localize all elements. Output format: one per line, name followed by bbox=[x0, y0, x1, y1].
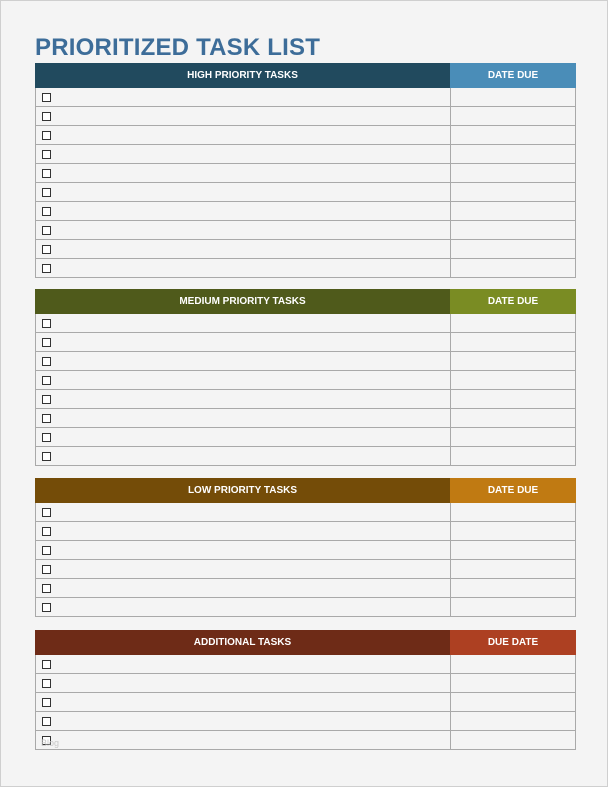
medium-priority-table bbox=[35, 289, 576, 466]
date-column-header: DATE DUE bbox=[450, 63, 576, 88]
table-row bbox=[36, 221, 575, 240]
date-column-header: DATE DUE bbox=[450, 289, 576, 314]
task-cell[interactable] bbox=[36, 164, 451, 182]
task-cell[interactable] bbox=[36, 560, 451, 578]
table-row bbox=[36, 183, 575, 202]
table-row bbox=[36, 107, 575, 126]
table-body bbox=[35, 503, 576, 617]
table-row bbox=[36, 674, 575, 693]
date-cell[interactable] bbox=[451, 503, 575, 521]
checkbox-icon[interactable] bbox=[42, 603, 51, 612]
date-cell[interactable] bbox=[451, 107, 575, 125]
date-cell[interactable] bbox=[451, 164, 575, 182]
task-cell[interactable] bbox=[36, 712, 451, 730]
checkbox-icon[interactable] bbox=[42, 395, 51, 404]
date-cell[interactable] bbox=[451, 693, 575, 711]
checkbox-icon[interactable] bbox=[42, 226, 51, 235]
task-cell[interactable] bbox=[36, 352, 451, 370]
checkbox-icon[interactable] bbox=[42, 414, 51, 423]
table-row bbox=[36, 541, 575, 560]
date-cell[interactable] bbox=[451, 674, 575, 692]
table-row bbox=[36, 579, 575, 598]
task-cell[interactable] bbox=[36, 655, 451, 673]
table-row bbox=[36, 259, 575, 278]
date-cell[interactable] bbox=[451, 560, 575, 578]
table-row bbox=[36, 522, 575, 541]
task-cell[interactable] bbox=[36, 693, 451, 711]
date-cell[interactable] bbox=[451, 522, 575, 540]
checkbox-icon[interactable] bbox=[42, 660, 51, 669]
date-cell[interactable] bbox=[451, 221, 575, 239]
checkbox-icon[interactable] bbox=[42, 376, 51, 385]
watermark: Blog bbox=[41, 738, 60, 748]
task-column-header: HIGH PRIORITY TASKS bbox=[35, 63, 450, 88]
task-cell[interactable] bbox=[36, 183, 451, 201]
table-row bbox=[36, 693, 575, 712]
table-row bbox=[36, 428, 575, 447]
date-cell[interactable] bbox=[451, 352, 575, 370]
checkbox-icon[interactable] bbox=[42, 546, 51, 555]
table-row bbox=[36, 655, 575, 674]
table-row bbox=[36, 314, 575, 333]
date-cell[interactable] bbox=[451, 428, 575, 446]
task-cell[interactable] bbox=[36, 314, 451, 332]
table-row bbox=[36, 409, 575, 428]
table-row bbox=[36, 88, 575, 107]
table-row bbox=[36, 352, 575, 371]
task-cell[interactable] bbox=[36, 579, 451, 597]
date-cell[interactable] bbox=[451, 731, 575, 749]
table-row bbox=[36, 598, 575, 617]
checkbox-icon[interactable] bbox=[42, 452, 51, 461]
date-cell[interactable] bbox=[451, 579, 575, 597]
date-cell[interactable] bbox=[451, 390, 575, 408]
table-row bbox=[36, 126, 575, 145]
task-cell[interactable] bbox=[36, 522, 451, 540]
table-body bbox=[35, 314, 576, 466]
date-cell[interactable] bbox=[451, 541, 575, 559]
table-row bbox=[36, 390, 575, 409]
checkbox-icon[interactable] bbox=[42, 527, 51, 536]
date-cell[interactable] bbox=[451, 240, 575, 258]
checkbox-icon[interactable] bbox=[42, 188, 51, 197]
table-header bbox=[35, 63, 576, 88]
task-cell[interactable] bbox=[36, 202, 451, 220]
task-column-header: MEDIUM PRIORITY TASKS bbox=[35, 289, 450, 314]
date-cell[interactable] bbox=[451, 145, 575, 163]
checkbox-icon[interactable] bbox=[42, 131, 51, 140]
task-cell[interactable] bbox=[36, 409, 451, 427]
date-cell[interactable] bbox=[451, 88, 575, 106]
date-column-header: DUE DATE bbox=[450, 630, 576, 655]
checkbox-icon[interactable] bbox=[42, 112, 51, 121]
task-cell[interactable] bbox=[36, 428, 451, 446]
task-cell[interactable] bbox=[36, 674, 451, 692]
table-header bbox=[35, 630, 576, 655]
checkbox-icon[interactable] bbox=[42, 338, 51, 347]
date-cell[interactable] bbox=[451, 447, 575, 465]
table-row bbox=[36, 164, 575, 183]
date-cell[interactable] bbox=[451, 202, 575, 220]
table-body bbox=[35, 655, 576, 750]
table-row bbox=[36, 240, 575, 259]
checkbox-icon[interactable] bbox=[42, 357, 51, 366]
checkbox-icon[interactable] bbox=[42, 717, 51, 726]
checkbox-icon[interactable] bbox=[42, 150, 51, 159]
task-cell[interactable] bbox=[36, 447, 451, 465]
checkbox-icon[interactable] bbox=[42, 319, 51, 328]
date-cell[interactable] bbox=[451, 183, 575, 201]
task-cell[interactable] bbox=[36, 333, 451, 351]
task-cell[interactable] bbox=[36, 731, 451, 749]
checkbox-icon[interactable] bbox=[42, 169, 51, 178]
date-cell[interactable] bbox=[451, 712, 575, 730]
low-priority-table bbox=[35, 478, 576, 617]
table-header bbox=[35, 478, 576, 503]
date-cell[interactable] bbox=[451, 259, 575, 277]
table-row bbox=[36, 202, 575, 221]
task-cell[interactable] bbox=[36, 598, 451, 616]
high-priority-table bbox=[35, 63, 576, 278]
task-column-header: LOW PRIORITY TASKS bbox=[35, 478, 450, 503]
task-cell[interactable] bbox=[36, 503, 451, 521]
task-cell[interactable] bbox=[36, 221, 451, 239]
checkbox-icon[interactable] bbox=[42, 565, 51, 574]
date-cell[interactable] bbox=[451, 655, 575, 673]
task-column-header: ADDITIONAL TASKS bbox=[35, 630, 450, 655]
task-cell[interactable] bbox=[36, 541, 451, 559]
task-cell[interactable] bbox=[36, 145, 451, 163]
table-row bbox=[36, 447, 575, 466]
additional-tasks-table bbox=[35, 630, 576, 750]
date-cell[interactable] bbox=[451, 126, 575, 144]
checkbox-icon[interactable] bbox=[42, 698, 51, 707]
checkbox-icon[interactable] bbox=[42, 264, 51, 273]
task-cell[interactable] bbox=[36, 107, 451, 125]
table-row bbox=[36, 371, 575, 390]
table-body bbox=[35, 88, 576, 278]
task-cell[interactable] bbox=[36, 371, 451, 389]
table-row bbox=[36, 145, 575, 164]
checkbox-icon[interactable] bbox=[42, 508, 51, 517]
checkbox-icon[interactable] bbox=[42, 679, 51, 688]
checkbox-icon[interactable] bbox=[42, 93, 51, 102]
checkbox-icon[interactable] bbox=[42, 433, 51, 442]
table-row bbox=[36, 560, 575, 579]
task-cell[interactable] bbox=[36, 259, 451, 277]
task-cell[interactable] bbox=[36, 88, 451, 106]
table-row bbox=[36, 333, 575, 352]
checkbox-icon[interactable] bbox=[42, 245, 51, 254]
table-header bbox=[35, 289, 576, 314]
date-cell[interactable] bbox=[451, 409, 575, 427]
date-cell[interactable] bbox=[451, 598, 575, 616]
page-title: PRIORITIZED TASK LIST bbox=[35, 34, 321, 61]
table-row bbox=[36, 712, 575, 731]
task-cell[interactable] bbox=[36, 390, 451, 408]
date-cell[interactable] bbox=[451, 371, 575, 389]
table-row bbox=[36, 731, 575, 750]
checkbox-icon[interactable] bbox=[42, 584, 51, 593]
date-cell[interactable] bbox=[451, 314, 575, 332]
task-cell[interactable] bbox=[36, 126, 451, 144]
date-column-header: DATE DUE bbox=[450, 478, 576, 503]
table-row bbox=[36, 503, 575, 522]
task-cell[interactable] bbox=[36, 240, 451, 258]
checkbox-icon[interactable] bbox=[42, 207, 51, 216]
date-cell[interactable] bbox=[451, 333, 575, 351]
